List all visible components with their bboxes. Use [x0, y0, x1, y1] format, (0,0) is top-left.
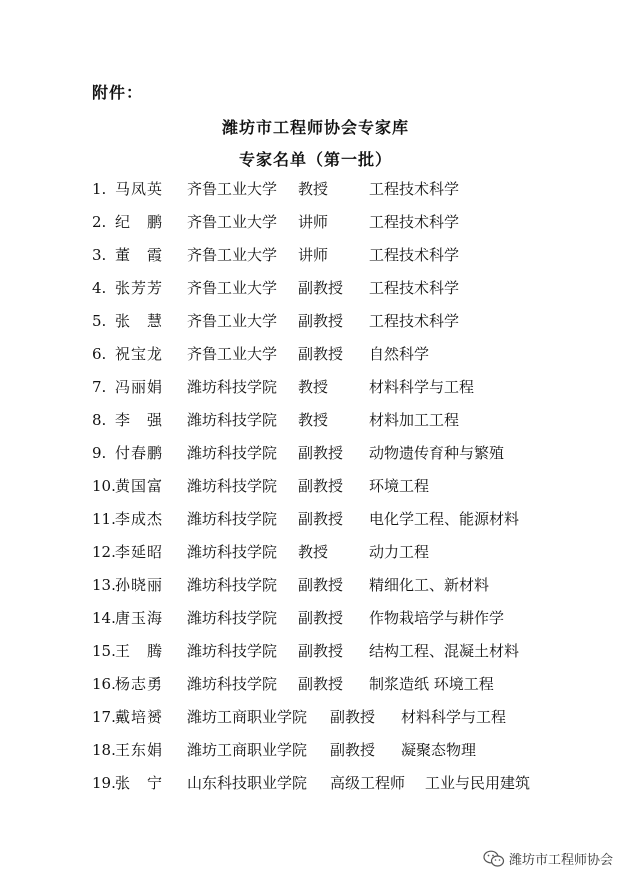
expert-field: 动物遗传育种与繁殖 [369, 444, 505, 462]
expert-field: 自然科学 [369, 345, 430, 363]
expert-name: 李 强 [115, 411, 164, 429]
expert-institution: 齐鲁工业大学 [187, 312, 278, 330]
expert-number: 4. [92, 279, 107, 297]
wechat-icon [483, 850, 505, 868]
expert-name: 李成杰 [115, 510, 164, 528]
expert-title: 副教授 [298, 510, 344, 528]
expert-number: 5. [92, 312, 107, 330]
expert-title: 副教授 [298, 576, 344, 594]
expert-title: 高级工程师 [330, 774, 406, 792]
expert-institution: 齐鲁工业大学 [187, 180, 278, 198]
expert-number: 9. [92, 444, 107, 462]
expert-number: 3. [92, 246, 107, 264]
expert-number: 18. [92, 741, 116, 759]
expert-row [0, 475, 631, 508]
expert-number: 19. [92, 774, 116, 792]
expert-list [0, 178, 631, 805]
expert-row [0, 343, 631, 376]
expert-field: 工程技术科学 [369, 180, 460, 198]
expert-field: 精细化工、新材料 [369, 576, 490, 594]
expert-row [0, 673, 631, 706]
expert-number: 7. [92, 378, 107, 396]
expert-number: 16. [92, 675, 116, 693]
expert-institution: 潍坊科技学院 [187, 378, 278, 396]
expert-name: 马凤英 [115, 180, 164, 198]
expert-field: 工程技术科学 [369, 246, 460, 264]
expert-field: 工程技术科学 [369, 279, 460, 297]
expert-number: 12. [92, 543, 116, 561]
expert-row [0, 739, 631, 772]
expert-institution: 潍坊科技学院 [187, 675, 278, 693]
expert-row [0, 541, 631, 574]
expert-institution: 潍坊工商职业学院 [187, 708, 308, 726]
expert-field: 电化学工程、能源材料 [369, 510, 520, 528]
expert-field: 结构工程、混凝土材料 [369, 642, 520, 660]
expert-number: 11. [92, 510, 116, 528]
expert-row [0, 508, 631, 541]
expert-institution: 潍坊科技学院 [187, 576, 278, 594]
expert-title: 教授 [298, 411, 329, 429]
expert-row [0, 706, 631, 739]
expert-institution: 潍坊科技学院 [187, 642, 278, 660]
expert-name: 张 宁 [115, 774, 164, 792]
expert-institution: 潍坊科技学院 [187, 510, 278, 528]
expert-name: 戴培赟 [115, 708, 164, 726]
expert-name: 张 慧 [115, 312, 164, 330]
expert-name: 董 霞 [115, 246, 164, 264]
expert-row [0, 244, 631, 277]
expert-institution: 潍坊工商职业学院 [187, 741, 308, 759]
expert-field: 作物栽培学与耕作学 [369, 609, 505, 627]
expert-institution: 潍坊科技学院 [187, 477, 278, 495]
expert-title: 副教授 [330, 741, 376, 759]
expert-number: 2. [92, 213, 107, 231]
expert-title: 讲师 [298, 213, 329, 231]
expert-title: 副教授 [298, 675, 344, 693]
expert-row [0, 574, 631, 607]
expert-field: 工程技术科学 [369, 213, 460, 231]
expert-number: 13. [92, 576, 116, 594]
expert-name: 祝宝龙 [115, 345, 164, 363]
expert-institution: 齐鲁工业大学 [187, 246, 278, 264]
expert-institution: 齐鲁工业大学 [187, 279, 278, 297]
expert-institution: 潍坊科技学院 [187, 444, 278, 462]
expert-row [0, 409, 631, 442]
expert-field: 工程技术科学 [369, 312, 460, 330]
watermark [483, 849, 613, 868]
expert-institution: 潍坊科技学院 [187, 543, 278, 561]
expert-title: 教授 [298, 543, 329, 561]
expert-name: 李延昭 [115, 543, 164, 561]
expert-number: 15. [92, 642, 116, 660]
expert-number: 17. [92, 708, 116, 726]
expert-title: 副教授 [298, 279, 344, 297]
expert-row [0, 376, 631, 409]
expert-field: 材料加工工程 [369, 411, 460, 429]
expert-institution: 潍坊科技学院 [187, 609, 278, 627]
expert-institution: 潍坊科技学院 [187, 411, 278, 429]
expert-field: 凝聚态物理 [401, 741, 477, 759]
expert-field: 工业与民用建筑 [425, 774, 531, 792]
expert-field: 环境工程 [369, 477, 430, 495]
expert-name: 王 腾 [115, 642, 164, 660]
expert-field: 材料科学与工程 [401, 708, 507, 726]
expert-row [0, 607, 631, 640]
expert-title: 副教授 [298, 444, 344, 462]
document-title: 潍坊市工程师协会专家库 [221, 118, 409, 137]
expert-number: 8. [92, 411, 107, 429]
expert-title: 副教授 [330, 708, 376, 726]
expert-name: 张芳芳 [115, 279, 164, 297]
expert-title: 副教授 [298, 477, 344, 495]
expert-title: 副教授 [298, 642, 344, 660]
expert-institution: 山东科技职业学院 [187, 774, 308, 792]
expert-field: 制浆造纸 环境工程 [369, 675, 494, 693]
expert-row [0, 211, 631, 244]
expert-row [0, 178, 631, 211]
expert-name: 王东娟 [115, 741, 164, 759]
expert-row [0, 310, 631, 343]
expert-institution: 齐鲁工业大学 [187, 345, 278, 363]
expert-institution: 齐鲁工业大学 [187, 213, 278, 231]
expert-row [0, 442, 631, 475]
expert-title: 教授 [298, 378, 329, 396]
document-subtitle: 专家名单（第一批） [238, 150, 392, 169]
expert-number: 14. [92, 609, 116, 627]
expert-field: 动力工程 [369, 543, 430, 561]
expert-title: 讲师 [298, 246, 329, 264]
expert-name: 唐玉海 [115, 609, 164, 627]
expert-row [0, 640, 631, 673]
expert-title: 副教授 [298, 312, 344, 330]
expert-name: 黄国富 [115, 477, 164, 495]
watermark-account-name: 潍坊市工程师协会 [508, 853, 613, 868]
expert-title: 教授 [298, 180, 329, 198]
expert-title: 副教授 [298, 345, 344, 363]
expert-number: 1. [92, 180, 107, 198]
expert-title: 副教授 [298, 609, 344, 627]
expert-row [0, 277, 631, 310]
expert-field: 材料科学与工程 [369, 378, 475, 396]
attachment-label: 附件： [92, 83, 144, 102]
expert-name: 冯丽娟 [115, 378, 164, 396]
expert-name: 孙晓丽 [115, 576, 164, 594]
expert-name: 杨志勇 [115, 675, 164, 693]
expert-row [0, 772, 631, 805]
expert-number: 6. [92, 345, 107, 363]
expert-number: 10. [92, 477, 116, 495]
expert-name: 付春鹏 [115, 444, 164, 462]
expert-name: 纪 鹏 [115, 213, 164, 231]
